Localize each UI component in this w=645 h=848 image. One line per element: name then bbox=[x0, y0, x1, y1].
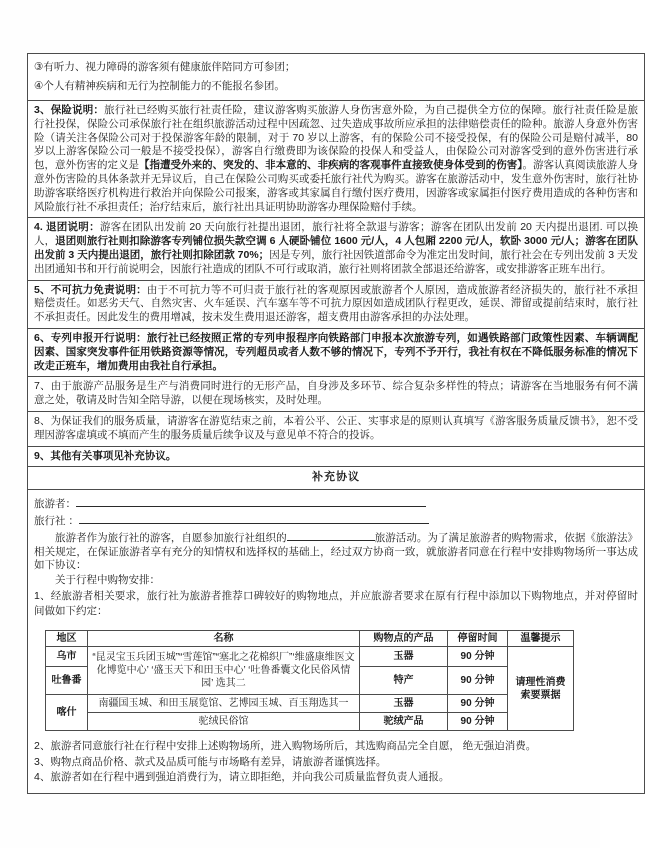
table-row bbox=[46, 647, 574, 667]
supplement-intro-before: 旅游者作为旅行社的游客，自愿参加旅行社组织的 bbox=[55, 531, 287, 544]
cell-duration-3: 90 分钟 bbox=[448, 695, 508, 713]
cell-product-specialty: 特产 bbox=[360, 667, 448, 695]
traveler-signature-line bbox=[34, 495, 638, 512]
clause-force-majeure-body: 由于不可抗力等不可归责于旅行社的客观原因或旅游者个人原因，造成旅游者经济损失的，旅行社不承担赔偿责任。如恶劣天气、自然灾害、火车延误、汽车塞车等不可抗力原因如造成团队行程更改，延误、滞留或提前结束时，旅行社不承担责任。因此发生的费用增减，按未发生费用退还游客，超支费用由游客承担的办法处理。 bbox=[34, 283, 639, 324]
tour-name-blank bbox=[287, 529, 375, 541]
clause-refund-fees: 退团则旅行社则扣除游客专列铺位损失款空调 6 人硬卧铺位 1600 元/人，4 人包厢 2200 元/人，软卧 3000 元/人；游客在团队出发前 3 天内提出退团，旅行社则扣除团款 70%； bbox=[34, 235, 639, 261]
shopping-table-header-row bbox=[46, 631, 574, 647]
clause-force-majeure bbox=[28, 281, 644, 329]
supplement-item-4: 4、旅游者如在行程中遇到强迫消费行为，请立即拒绝，并向我公司质量监督负责人通报。 bbox=[34, 771, 450, 784]
header-name: 名称 bbox=[88, 631, 360, 647]
shopping-table bbox=[45, 630, 574, 731]
agency-signature-blank bbox=[79, 512, 429, 524]
clause-other-matters: 9、其他有关事项见补充协议。 bbox=[28, 447, 644, 468]
cell-region-urumqi: 乌市 bbox=[46, 647, 88, 667]
clause-insurance-body1: 旅行社已经购买旅行社责任险，建议游客购买旅游人身伤害意外险，为自己提供全方位的保障。旅行社责任险是旅行社投保，保险公司承保旅行社在组织旅游活动过程中因疏忽、过失造成事故所应承担的法律赔偿责任的险种。旅游人身意外伤害险（请关注各保险公司对于投保游客年龄的限制，对于 70 岁以上游客，有的保险公司不接受投保，有的保险公司是赔付减半，80 岁以上游客保险公司一般是不接受投保），游客自行缴费即为该保险的投保人和受益人，由保险公司对游客受到的意外伤害进行承包，意外伤害的定义是 bbox=[34, 104, 638, 172]
clause-feedback-form: 8、为保证我们的服务质量，请游客在游览结束之前，本着公平、公正、实事求是的原则认真填写《游客服务质量反馈书》，恕不受理因游客虚填或不填而产生的服务质量后续争议及与意见单不符合的投诉。 bbox=[28, 412, 644, 447]
clause-insurance bbox=[28, 101, 644, 218]
cell-duration-1: 90 分钟 bbox=[448, 647, 508, 667]
clause-train-notice-body: 旅行社已经按照正常的专列申报程序向铁路部门申报本次旅游专列，如遇铁路部门政策性因素、车辆调配因素、国家突发事件征用铁路资源等情况，专列超员或者人数不够的情况下，专列不予开行，我社有权在不降低服务标准的情况下改走正班车，增加费用由我社自行承担。 bbox=[34, 331, 639, 372]
travel-contract-document bbox=[27, 53, 645, 794]
header-tips: 温馨提示 bbox=[508, 631, 574, 647]
cell-region-turpan: 吐鲁番 bbox=[46, 667, 88, 695]
cell-tips bbox=[508, 647, 574, 731]
traveler-label: 旅游者： bbox=[34, 497, 76, 510]
clause-force-majeure-label: 5、不可抗力免责说明： bbox=[34, 283, 147, 296]
tips-line-1: 请理性消费 bbox=[515, 676, 566, 688]
health-notes-row bbox=[28, 54, 644, 101]
supplement-item-2: 2、旅游者同意旅行社在行程中安排上述购物场所，进入购物场所后，其选购商品完全自愿， 绝无强迫消费。 bbox=[34, 740, 537, 753]
clause-service-quality: 7、由于旅游产品服务是生产与消费同时进行的无形产品，自身涉及多环节、综合复杂多样性的特点；请游客在当地服务有何不满意之处，敬请及时告知全陪导游，以便在现场核实，及时处理。 bbox=[28, 377, 644, 412]
supplement-agreement-section bbox=[28, 490, 644, 793]
header-product: 购物点的产品 bbox=[360, 631, 448, 647]
cell-duration-4: 90 分钟 bbox=[448, 713, 508, 731]
clause-refund bbox=[28, 218, 644, 280]
cell-region-kashgar: 喀什 bbox=[46, 695, 88, 731]
cell-name-camel-hall: 驼绒民俗馆 bbox=[88, 713, 360, 731]
table-row bbox=[46, 713, 574, 731]
clause-insurance-label: 3、保险说明： bbox=[34, 104, 105, 116]
supplement-item-3: 3、购物点商品价格、款式及品质可能与市场略有差异，请旅游者谨慎选择。 bbox=[34, 755, 387, 768]
agency-signature-line bbox=[34, 512, 638, 529]
traveler-signature-blank bbox=[76, 495, 426, 507]
cell-name-urumqi-turpan: “昆灵宝玉兵团玉城”“雪莲馆”“塞北之花棉织厂”‘维盛康维医文化博览中心’ ‘盛玉天下和田玉中心’ ‘吐鲁番囊文化民俗风情园’ 选其二 bbox=[88, 647, 360, 695]
cell-name-kashgar-jade: 南疆国玉城、和田玉展览馆、艺博园玉城、百玉翔选其一 bbox=[88, 695, 360, 713]
agency-label: 旅行社 ： bbox=[34, 514, 79, 527]
cell-duration-2: 90 分钟 bbox=[448, 667, 508, 695]
clause-refund-body1: 游客在团队出发前 20 天向旅行社提出退团，旅行社将全款退与游客；游客在团队出发前 20 天内提出退团. 可以换人， bbox=[34, 221, 638, 248]
supplement-title: 补充协议 bbox=[28, 467, 644, 490]
tips-line-2: 索要票据 bbox=[520, 689, 561, 701]
cell-product-jade1: 玉器 bbox=[360, 647, 448, 667]
header-duration: 停留时间 bbox=[448, 631, 508, 647]
table-row bbox=[46, 695, 574, 713]
clause-refund-body2: 因是专列，旅行社因铁道部命令为准定出发时间，旅行社会在专列出发前 3 天发出团通知书和开行前说明会，因旅行社造成的团队不可行或取消，旅行社则将团款全部退还给游客，或安排游客正班车出行。 bbox=[34, 248, 638, 275]
clause-refund-label: 4. 退团说明： bbox=[34, 221, 100, 234]
clause-train-notice-label: 6、专列申报开行说明： bbox=[34, 331, 147, 344]
note-hearing-vision: ③有听力、视力障碍的游客须有健康旅伴陪同方可参团； bbox=[34, 61, 296, 73]
clause-insurance-body2: 。游客认真阅读旅游人身意外伤害险的具体条款并无异议后，自己在保险公司购买或委托旅行社代为购买。游客在旅游活动中，发生意外伤害时，旅行社协助游客联络医疗机构进行救治并向保险公司报案，游客或其家属自行缴付医疗费用，因游客或家属拒付医疗费用造成的各种伤害和风险旅行社不承担责任；治疗结束后，旅行社出具证明协助游客办理保险赔付手续。 bbox=[34, 159, 639, 213]
shopping-arrangement-heading: 关于行程中购物安排： bbox=[55, 574, 160, 587]
cell-product-camel: 驼绒产品 bbox=[360, 713, 448, 731]
supplement-intro-paragraph bbox=[34, 529, 638, 573]
supplement-item-1: 1、经旅游者相关要求，旅行社为旅游者推荐口碑较好的购物地点，并应旅游者要求在原有行程中添加以下购物地点，并对停留时间做如下约定： bbox=[34, 590, 638, 617]
clause-insurance-definition: 【指遭受外来的、突发的、非本意的、非疾病的客观事件直接致使身体受到的伤害】 bbox=[139, 159, 523, 172]
cell-product-jade2: 玉器 bbox=[360, 695, 448, 713]
clause-train-notice bbox=[28, 329, 644, 377]
header-region: 地区 bbox=[46, 631, 88, 647]
supplement-intro-after: 旅游活动。为了满足旅游者的购物需求，依据《旅游法》相关规定，在保证旅游者享有充分的知情权和选择权的基础上，经过双方协商一致，就旅游者同意在行程中安排购物场所一事达成如下协议： bbox=[34, 531, 639, 572]
note-mental-illness: ④个人有精神疾病和无行为控制能力的不能报名参团。 bbox=[34, 80, 285, 92]
